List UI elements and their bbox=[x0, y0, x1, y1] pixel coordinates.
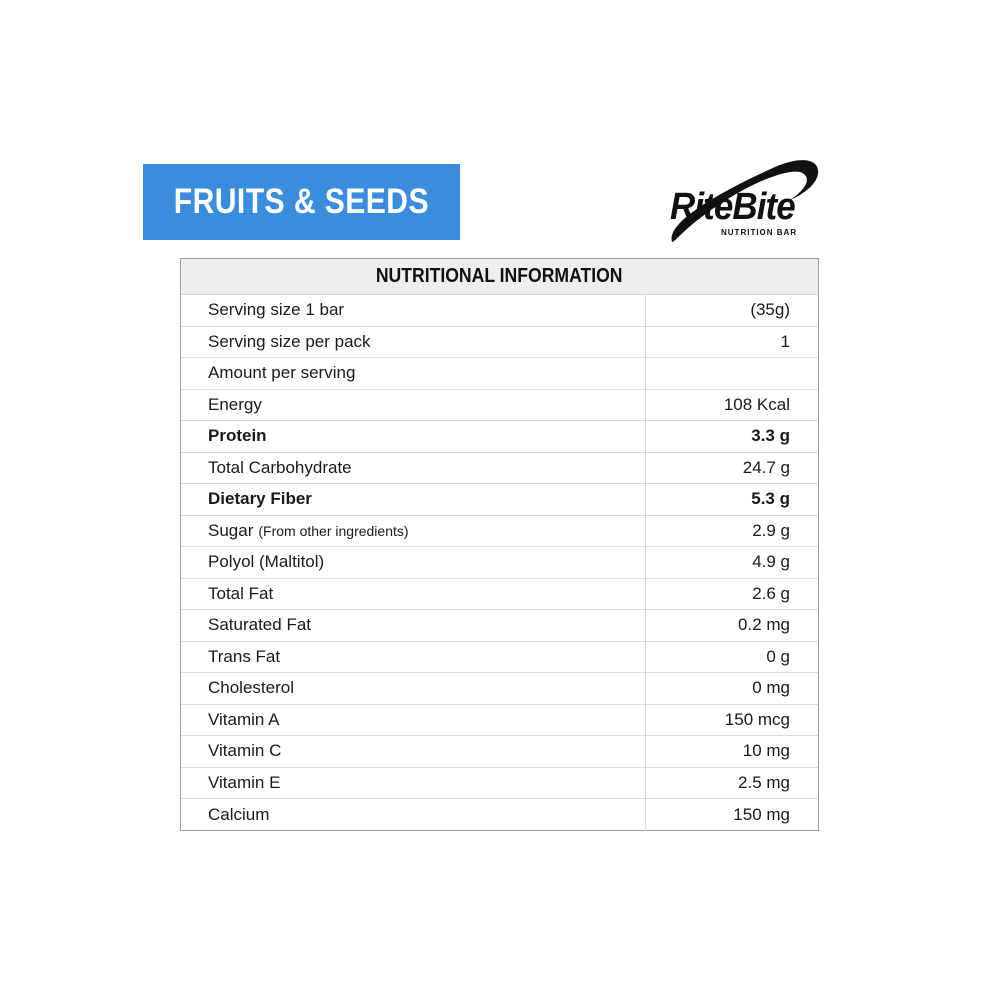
table-row bbox=[181, 358, 818, 390]
nutrient-label: Energy bbox=[208, 394, 262, 414]
nutrient-label: Sugar bbox=[208, 520, 254, 540]
table-row bbox=[181, 421, 818, 453]
nutrient-label: Dietary Fiber bbox=[208, 489, 312, 509]
nutrient-label-cell bbox=[181, 453, 646, 484]
nutrient-label: Saturated Fat bbox=[208, 615, 312, 635]
nutrient-label-cell bbox=[181, 547, 646, 578]
nutrient-label: Amount per serving bbox=[208, 363, 356, 383]
nutrient-label: Calcium bbox=[208, 804, 270, 824]
nutrient-value: 2.6 g bbox=[752, 583, 790, 603]
nutrient-label: Vitamin A bbox=[208, 709, 280, 729]
nutrient-value: 3.3 g bbox=[751, 426, 790, 446]
nutrient-label: Trans Fat bbox=[208, 646, 281, 666]
nutrient-label: Cholesterol bbox=[208, 678, 294, 698]
table-row bbox=[181, 484, 818, 516]
product-title: FRUITS & SEEDS bbox=[173, 182, 430, 221]
table-row bbox=[181, 516, 818, 548]
nutrient-value: 5.3 g bbox=[751, 489, 790, 509]
table-row bbox=[181, 642, 818, 674]
nutrient-label: Protein bbox=[208, 426, 267, 446]
nutrient-value: 150 mcg bbox=[724, 709, 790, 729]
nutrient-label-cell bbox=[181, 390, 646, 421]
nutrition-table bbox=[180, 258, 819, 831]
nutrient-value bbox=[646, 358, 818, 389]
nutrient-label-cell bbox=[181, 579, 646, 610]
table-row bbox=[181, 610, 818, 642]
nutrient-value: 1 bbox=[780, 331, 790, 351]
table-row bbox=[181, 768, 818, 800]
table-row bbox=[181, 453, 818, 485]
nutrient-value: 0.2 mg bbox=[738, 615, 790, 635]
brand-logo bbox=[660, 152, 828, 252]
nutrient-label-cell bbox=[181, 673, 646, 704]
table-body bbox=[181, 295, 818, 831]
nutrient-value: 2.5 mg bbox=[738, 772, 790, 792]
nutrient-value: 108 Kcal bbox=[723, 394, 790, 414]
nutrient-label-cell bbox=[181, 736, 646, 767]
nutrient-value: 0 mg bbox=[752, 678, 790, 698]
table-row bbox=[181, 295, 818, 327]
nutrient-label: Total Carbohydrate bbox=[208, 457, 352, 477]
table-header bbox=[181, 259, 818, 295]
nutrient-label-cell bbox=[181, 642, 646, 673]
nutrient-label: Total Fat bbox=[208, 583, 274, 603]
nutrient-label-cell bbox=[181, 295, 646, 326]
table-row bbox=[181, 705, 818, 737]
table-row bbox=[181, 799, 818, 831]
nutrient-label-cell bbox=[181, 327, 646, 358]
nutrient-value: 10 mg bbox=[742, 741, 790, 761]
nutrient-label-cell bbox=[181, 768, 646, 799]
nutrient-value: 24.7 g bbox=[742, 457, 790, 477]
table-row bbox=[181, 327, 818, 359]
nutrient-label-cell bbox=[181, 421, 646, 452]
nutrient-value: (35g) bbox=[750, 300, 790, 320]
nutrient-label: Vitamin C bbox=[208, 741, 282, 761]
nutrient-value: 2.9 g bbox=[752, 520, 790, 540]
nutrient-label-cell bbox=[181, 484, 646, 515]
nutrient-label-cell bbox=[181, 516, 646, 547]
nutrient-label-cell bbox=[181, 799, 646, 831]
table-row bbox=[181, 547, 818, 579]
table-title: NUTRITIONAL INFORMATION bbox=[376, 265, 623, 287]
nutrient-label: Serving size per pack bbox=[208, 331, 371, 351]
table-row bbox=[181, 390, 818, 422]
table-row bbox=[181, 579, 818, 611]
nutrient-value: 150 mg bbox=[733, 804, 790, 824]
product-banner bbox=[143, 164, 460, 240]
logo-wordmark: RiteBite bbox=[670, 186, 795, 228]
logo-tagline: NUTRITION BAR bbox=[721, 228, 798, 237]
nutrient-label-cell bbox=[181, 705, 646, 736]
table-row bbox=[181, 673, 818, 705]
nutrient-label: Vitamin E bbox=[208, 772, 281, 792]
nutrient-label: Polyol (Maltitol) bbox=[208, 552, 325, 572]
nutrient-note: (From other ingredients) bbox=[258, 522, 409, 539]
nutrient-value: 0 g bbox=[766, 646, 790, 666]
nutrient-label-cell bbox=[181, 358, 646, 389]
nutrient-label: Serving size 1 bar bbox=[208, 300, 345, 320]
table-row bbox=[181, 736, 818, 768]
nutrient-value: 4.9 g bbox=[752, 552, 790, 572]
nutrient-label-cell bbox=[181, 610, 646, 641]
